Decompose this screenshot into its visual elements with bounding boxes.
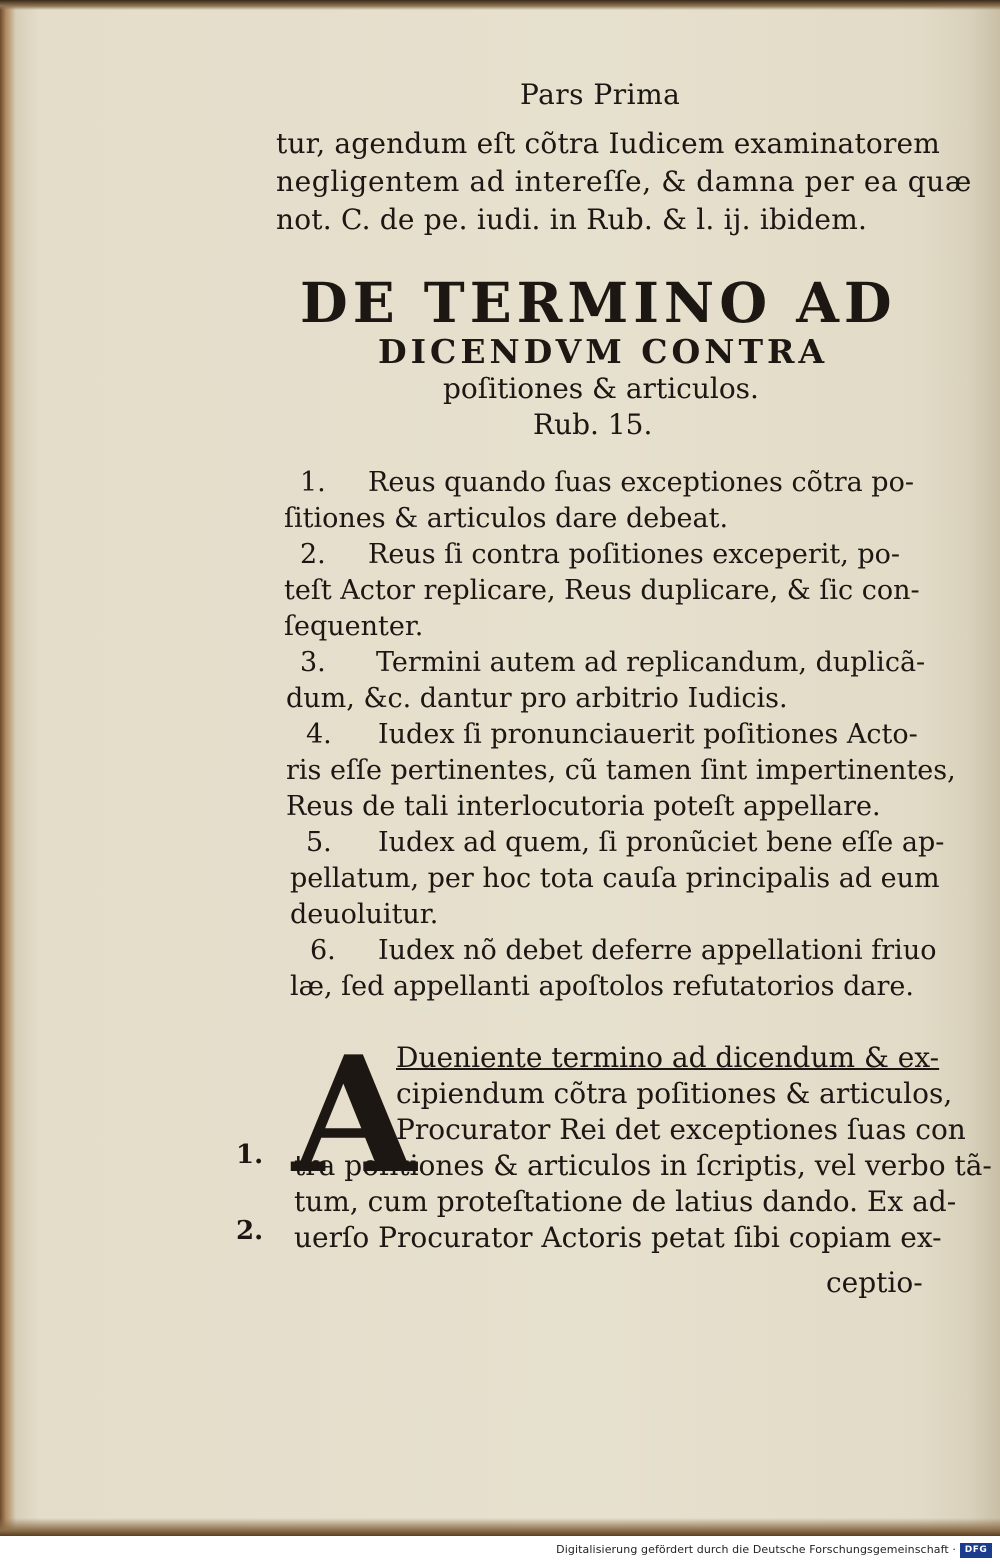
footer-bar [0,1536,1000,1564]
summary-item-1-line-1 [300,466,914,500]
margin-number-2: 2. [236,1216,264,1246]
summary-text: Iudex ad quem, ſi pronũciet bene eſſe ap- [378,827,945,858]
margin-number-1: 1. [236,1140,264,1170]
summary-text: Termini autem ad replicandum, duplicã- [376,647,926,678]
body-line-5: tum, cum proteſtatione de latius dando. Ex ad- [294,1185,957,1218]
dfg-logo: DFG [960,1543,992,1558]
heading-line-2: DICENDVM CONTRA [378,332,829,371]
drop-cap: A [292,1021,417,1209]
summary-text: Reus ſi contra poſitiones exceperit, po- [368,539,901,570]
summary-item-2-line-2: teſt Actor replicare, Reus duplicare, & ſic con- [284,575,920,606]
summary-item-3-line-1 [300,646,925,680]
body-line-3: Procurator Rei det exceptiones ſuas con [396,1113,966,1146]
summary-number: 3. [300,647,326,678]
summary-number: 6. [310,935,336,966]
running-head: Pars Prima [520,78,681,111]
digitization-credit: Digitalisierung gefördert durch die Deutsche Forschungsgemeinschaft · [556,1543,956,1556]
continuation-line-3: not. C. de pe. iudi. in Rub. & l. ij. ibidem. [276,203,868,236]
summary-number: 5. [306,827,332,858]
summary-number: 1. [300,467,326,498]
summary-item-2-line-3: ſequenter. [284,611,424,642]
continuation-line-1: tur, agendum eſt cõtra Iudicem examinatorem [276,127,941,160]
summary-item-1-line-2: ſitiones & articulos dare debeat. [284,503,729,534]
catchword: ceptio- [826,1266,923,1299]
body-line-6: uerſo Procurator Actoris petat ſibi copiam ex- [294,1221,942,1254]
summary-item-5-line-1 [306,826,944,860]
body-line-4: tra poſitiones & articulos in ſcriptis, vel verbo tã- [294,1149,992,1182]
summary-item-3-line-2: dum, &c. dantur pro arbitrio Iudicis. [286,683,788,714]
summary-item-4-line-1 [306,718,918,752]
heading-line-3: poſitiones & articulos. [443,372,759,405]
summary-item-6-line-1 [310,934,936,968]
summary-number: 2. [300,539,326,570]
summary-number: 4. [306,719,332,750]
summary-text: Iudex nõ debet deferre appellationi friuo [378,935,937,966]
summary-item-4-line-3: Reus de tali interlocutoria poteſt appellare. [286,791,881,822]
summary-item-5-line-3: deuoluitur. [290,899,439,930]
body-line-1: Dueniente termino ad dicendum & ex- [396,1041,940,1074]
summary-item-2-line-1 [300,538,900,572]
heading-line-1: DE TERMINO AD [300,270,897,335]
summary-text: Iudex ſi pronunciauerit poſitiones Acto- [378,719,918,750]
summary-item-6-line-2: læ, ſed appellanti apoſtolos refutatorios dare. [290,971,914,1002]
body-line-2: cipiendum cõtra poſitiones & articulos, [396,1077,953,1110]
continuation-line-2: negligentem ad intereſſe, & damna per ea quæ [276,165,972,198]
summary-item-5-line-2: pellatum, per hoc tota cauſa principalis ad eum [290,863,940,894]
heading-line-4: Rub. 15. [533,408,653,441]
summary-item-4-line-2: ris eſſe pertinentes, cũ tamen ſint impertinentes, [286,755,956,786]
summary-text: Reus quando ſuas exceptiones cõtra po- [368,467,914,498]
